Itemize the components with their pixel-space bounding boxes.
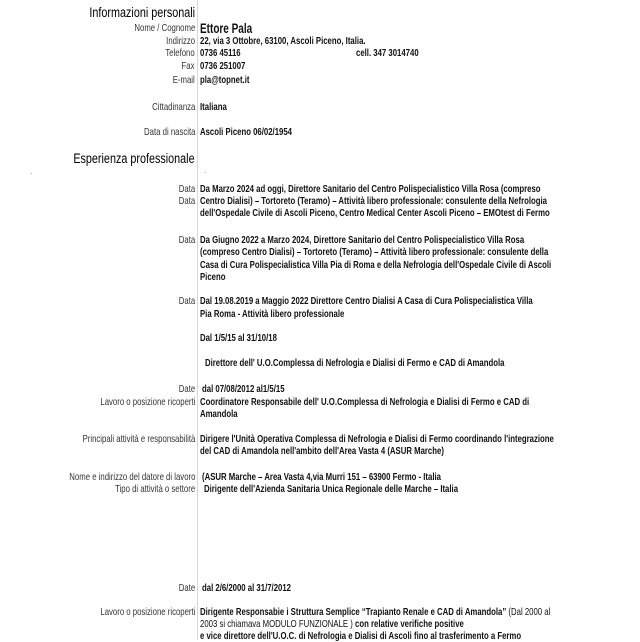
entry-line: Piceno <box>200 271 226 283</box>
address-label: Indirizzo <box>166 35 195 47</box>
address-value: 22, via 3 Ottobre, 63100, Ascoli Piceno, Italia. <box>200 35 366 47</box>
phone-value: 0736 45116 <box>200 47 241 59</box>
column-divider <box>197 0 198 640</box>
role-line: Amandola <box>200 408 238 420</box>
activities-label: Principali attività e responsabilità <box>82 433 195 445</box>
birth-label: Data di nascita <box>143 126 195 138</box>
role-line: e vice direttore dell'U.O.C. di Nefrologia e Dialisi di Ascoli fino al trasferimento a Fermo <box>200 630 522 642</box>
entry-line: (compreso Centro Dialisi) – Tortoreto (Teramo) – Attività libero professionale: consulente della <box>200 246 549 258</box>
citizenship-label: Cittadinanza <box>151 101 195 113</box>
role-text-normal: 2003 si chiamava MODULO FUNZIONALE ) <box>200 618 353 630</box>
employer-value: (ASUR Marche – Area Vasta 4,via Murri 151 – 63900 Fermo - Italia <box>202 471 441 483</box>
role-line <box>200 606 550 618</box>
birth-value: Ascoli Piceno 06/02/1954 <box>200 126 293 138</box>
sector-label: Tipo di attività o settore <box>114 483 195 495</box>
dot-marker <box>31 173 32 174</box>
fax-value: 0736 251007 <box>200 60 246 72</box>
role-line <box>200 618 464 630</box>
date-label: Data <box>178 295 195 307</box>
phone-label: Telefono <box>165 47 195 59</box>
activities-line: Dirigere l'Unità Operativa Complessa di Nefrologia e Dialisi di Fermo coordinando l'integrazione <box>200 433 554 445</box>
section-title-experience: Esperienza professionale <box>73 151 195 166</box>
date-label: Data <box>178 234 195 246</box>
cell-value: cell. 347 3014740 <box>356 47 419 59</box>
entry-line: Centro Dialisi) – Tortoreto (Teramo) – Attività libero professionale: consulente della Nefrologia <box>200 195 547 207</box>
fax-label: Fax <box>182 60 195 72</box>
name-label: Nome / Cognome <box>134 22 195 34</box>
name-value: Ettore Pala <box>200 21 253 36</box>
date-label: Date <box>178 383 195 395</box>
entry-line: Dal 19.08.2019 a Maggio 2022 Direttore Centro Dialisi A Casa di Cura Polispecialistica Villa <box>200 295 533 307</box>
role-label: Lavoro o posizione ricoperti <box>99 606 195 618</box>
section-title-personal: Informazioni personali <box>89 5 195 20</box>
entry-line: Pia Roma - Attività libero professionale <box>200 308 345 320</box>
role-line: Coordinatore Responsabile dell' U.O.Complessa di Nefrologia e Dialisi di Fermo e CAD di <box>200 396 530 408</box>
entry-line: dell'Ospedale Civile di Ascoli Piceno, Centro Medical Center Ascoli Piceno – EMOtest di Fermo <box>200 207 550 219</box>
entry-line: Da Giugno 2022 a Marzo 2024, Direttore Sanitario del Centro Polispecialistico Villa Rosa <box>200 234 525 246</box>
employer-label: Nome e indirizzo del datore di lavoro <box>68 471 195 483</box>
date-value: dal 2/6/2000 al 31/7/2012 <box>202 582 291 594</box>
entry-line: Direttore dell' U.O.Complessa di Nefrologia e Dialisi di Fermo e CAD di Amandola <box>205 357 505 369</box>
date-label: Data <box>178 195 195 207</box>
entry-line: Da Marzo 2024 ad oggi, Direttore Sanitario del Centro Polispecialistico Villa Rosa (compreso <box>200 183 541 195</box>
role-text-normal: (Dal 2000 al <box>506 606 551 618</box>
email-label: E-mail <box>172 74 195 86</box>
email-value: pla@topnet.it <box>200 74 250 86</box>
date-value: dal 07/08/2012 al1/5/15 <box>202 383 285 395</box>
entry-line: Dal 1/5/15 al 31/10/18 <box>200 332 277 344</box>
role-text-bold: con relative verifiche positive <box>352 618 464 630</box>
citizenship-value: Italiana <box>200 101 227 113</box>
date-label: Date <box>178 582 195 594</box>
entry-line: Casa di Cura Polispecialistica Villa Pia di Roma e della Nefrologia dell'Ospedale Civile di Ascoli <box>200 259 552 271</box>
dot-marker <box>205 172 206 173</box>
sector-value: Dirigente dell'Azienda Sanitaria Unica Regionale delle Marche – Italia <box>204 483 459 495</box>
role-text-bold: Dirigente Responsabie i Struttura Semplice “Trapianto Renale e CAD di Amandola” <box>200 606 507 618</box>
activities-line: del CAD di Amandola nell'ambito dell'Area Vasta 4 (ASUR Marche) <box>200 445 444 457</box>
date-label: Data <box>178 183 195 195</box>
role-label: Lavoro o posizione ricoperti <box>99 396 195 408</box>
